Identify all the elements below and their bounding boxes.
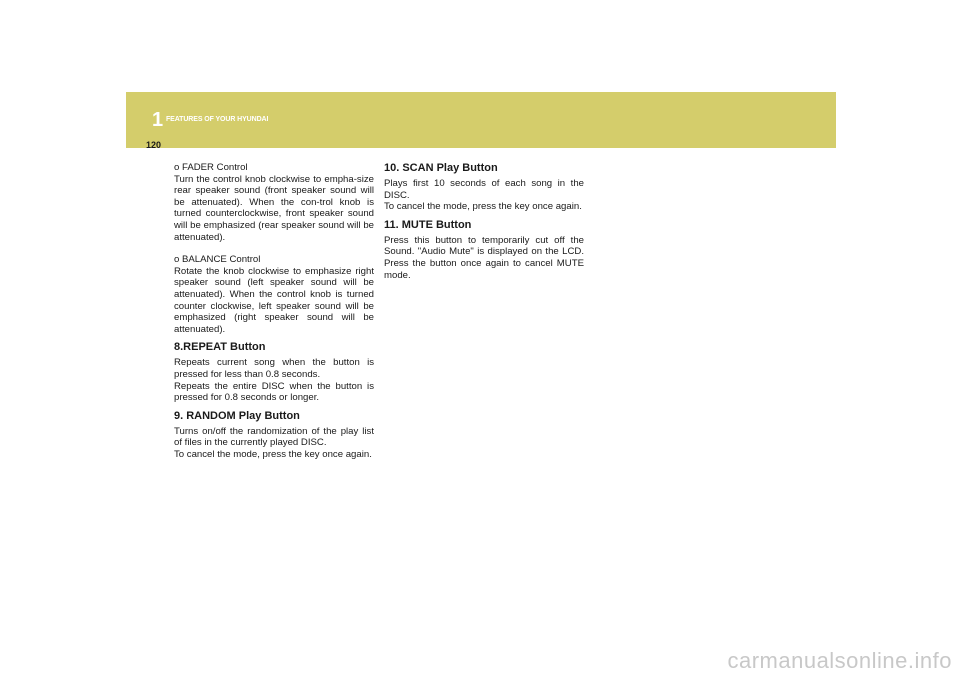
scan-text-1: Plays first 10 seconds of each song in the DISC. xyxy=(384,178,584,201)
page-number: 120 xyxy=(146,140,162,150)
watermark: carmanualsonline.info xyxy=(727,648,952,673)
chapter-number: 1 xyxy=(152,109,164,131)
chapter-title: FEATURES OF YOUR HYUNDAI xyxy=(166,116,269,123)
scan-heading: 10. SCAN Play Button xyxy=(384,162,498,174)
mute-heading: 11. MUTE Button xyxy=(384,218,472,231)
repeat-text-2: Repeats the entire DISC when the button is pressed for 0.8 seconds or longer. xyxy=(174,380,374,404)
right-column xyxy=(384,162,584,281)
random-text-2: To cancel the mode, press the key once again. xyxy=(174,448,372,460)
scan-text-2: To cancel the mode, press the key once again. xyxy=(384,201,582,213)
balance-text: Rotate the knob clockwise to emphasize right speaker sound (left speaker sound will be attenuated). When the control knob is turned counter clockwise, left speaker sound will be emphasized (right speaker sound will be attenuated). xyxy=(174,265,374,335)
left-column xyxy=(174,162,374,460)
repeat-heading: 8.REPEAT Button xyxy=(174,341,266,354)
balance-heading: o BALANCE Control xyxy=(174,254,261,266)
random-text-1: Turns on/off the randomization of the play list of files in the currently played DISC. xyxy=(174,425,374,449)
random-heading: 9. RANDOM Play Button xyxy=(174,409,300,422)
fader-heading: o FADER Control xyxy=(174,162,248,173)
repeat-text-1: Repeats current song when the button is pressed for less than 0.8 seconds. xyxy=(174,357,374,380)
fader-text: Turn the control knob clockwise to empha-size rear speaker sound (front speaker sound will be attenuated). When the con-trol knob is turned counterclockwise, front speaker sound will be emphasized (rear speaker sound will be attenuated). xyxy=(174,173,374,243)
mute-text: Press this button to temporarily cut off the Sound. "Audio Mute" is displayed on the LCD. Press the button once again to cancel MUTE mode. xyxy=(384,234,584,281)
